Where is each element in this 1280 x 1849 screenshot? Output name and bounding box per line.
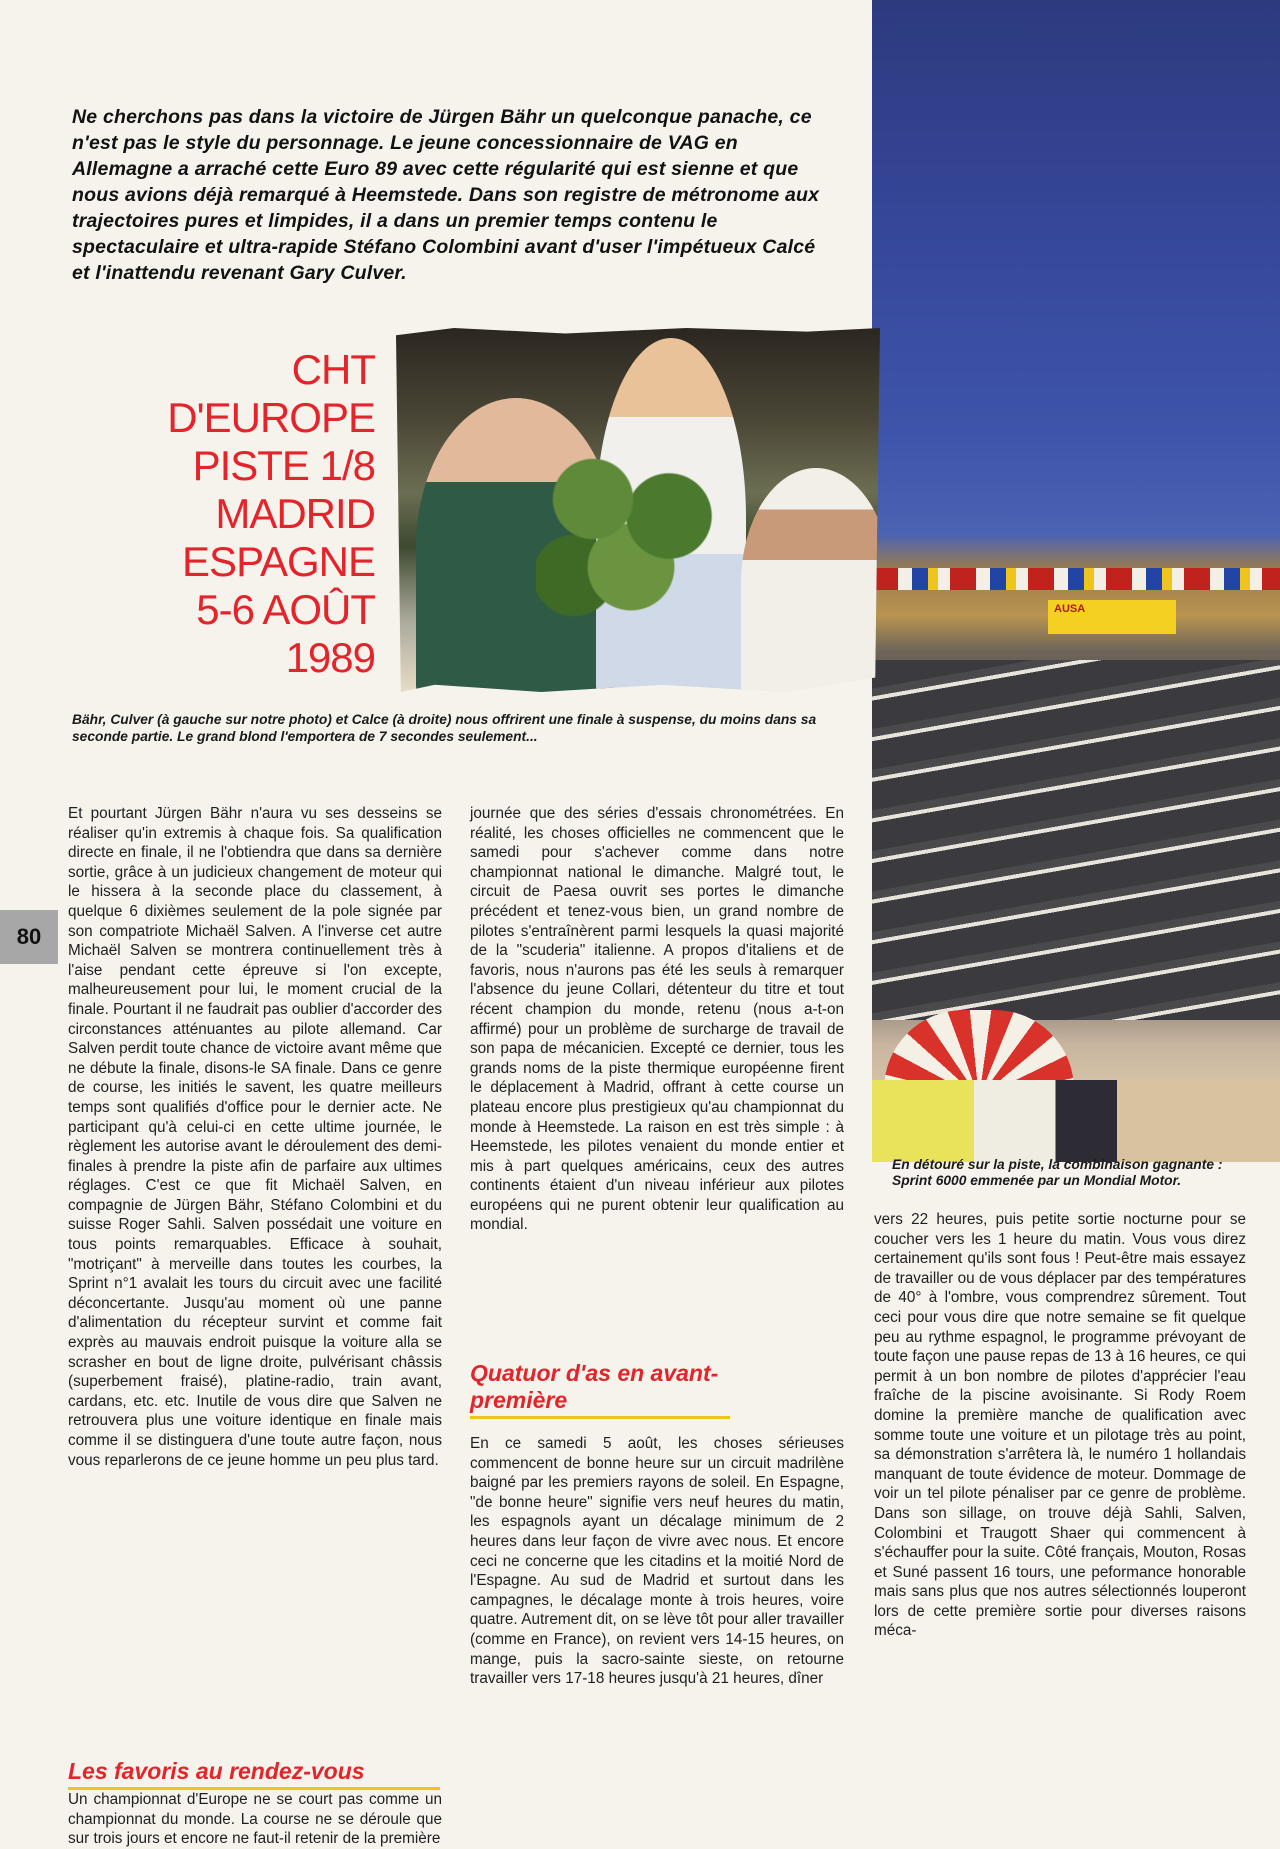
- podium-caption: Bähr, Culver (à gauche sur notre photo) et Calce (à droite) nous offrirent une finale à suspense, du moins dans sa seconde partie. Le grand blond l'emportera de 7 secondes seulement...: [72, 712, 817, 744]
- article-title: [120, 346, 375, 682]
- title-line: MADRID: [215, 490, 375, 537]
- sponsor-banner: [1048, 600, 1176, 634]
- body-column-3: vers 22 heures, puis petite sortie nocturne pour se coucher vers les 1 heure du matin. Vous vous direz certainement qu'ils sont fous ! Peut-être mais essayez de travailler ou de vous déplacer par des températures de 40° à l'ombre, vous comprendrez sûrement. Tout ceci pour vous dire que notre semaine se fit quelque peu au rythme espagnol, le programme prévoyant de toute façon une pause repas de 13 à 16 heures, ce qui permit à un bon nombre de pilotes d'apprécier l'eau fraîche de la piscine avoisinante. Si Rody Roem domine la première manche de qualification avec somme toute une voiture et un pilotage très au point, sa démonstration s'arrêtera là, le numéro 1 hollandais manquant de toute évidence de moteur. Dommage de voir un tel pilote pénaliser par ce genre de problème. Dans son sillage, on trouve déjà Sahli, Salven, Colombini et Traugott Shaer qui commencent à s'échauffer pour la suite. Côté français, Mouton, Rosas et Suné passent 16 tours, une peformance honorable mais sans plus que nos autres sélectionnés louperont lors de cette première sortie pour diverses raisons méca-: [874, 1211, 1246, 1640]
- laurel-wreath: [536, 448, 726, 618]
- track-caption: En détouré sur la piste, la combinaison gagnante : Sprint 6000 emmenée par un Mondial Motor.: [892, 1157, 1223, 1188]
- body-column-2: journée que des séries d'essais chronométrées. En réalité, les choses officielles ne commencent que le samedi pour s'achever comme dans notre championnat national le dimanche. Malgré tout, le circuit de Paesa ouvrit ses portes le dimanche précédent et tenez-vous bien, un grand nombre de pilotes s'entraînèrent parmi lesquels la quasi majorité de la "scuderia" italienne. A propos d'italiens et de favoris, nous n'aurons pas été les seuls à remarquer l'absence du jeune Collari, détenteur du titre et tout récent champion du monde, retenu (nous a-t-on affirmé) pour un problème de surcharge de travail de son papa de mécanicien. Excepté ce dernier, tous les grands noms de la piste thermique européenne firent le déplacement à Madrid, offrant à cette course un plateau encore plus prestigieux qu'au championnat du monde à Heemstede. La raison en est très simple : à Heemstede, les pilotes venaient du monde entier et mis à part quelques américains, ceux des autres continents étaient d'un niveau inférieur aux pilotes européens qui ne purent obtenir leur qualification au mondial.: [470, 805, 844, 1234]
- title-line: 5-6 AOÛT: [196, 586, 375, 633]
- lead-paragraph: Ne cherchons pas dans la victoire de Jürgen Bähr un quelconque panache, ce n'est pas le style du personnage. Le jeune concessionnaire de VAG en Allemagne a arraché cette Euro 89 avec cette régularité qui est sienne et que nous avions déjà remarqué à Heemstede. Dans son registre de métronome aux trajectoires pures et limpides, il a dans un premier temps contenu le spectaculaire et ultra-rapide Stéfano Colombini avant d'user l'impétueux Calcé et l'inattendu revenant Gary Culver.: [72, 106, 820, 284]
- title-line: D'EUROPE: [167, 394, 375, 441]
- title-line: PISTE 1/8: [192, 442, 375, 489]
- track-photo: [872, 0, 1280, 1162]
- page-number: 80: [0, 910, 58, 964]
- title-line: ESPAGNE: [182, 538, 375, 585]
- sponsor-banner-text: AUSA: [1054, 603, 1086, 615]
- spectators: [872, 1080, 1280, 1162]
- body-column-1-end: Un championnat d'Europe ne se court pas comme un championnat du monde. La course ne se déroule que sur trois jours et encore ne faut-il retenir de la première: [68, 1791, 442, 1848]
- title-line: CHT: [291, 346, 375, 393]
- podium-photo: [396, 328, 880, 692]
- body-column-2-end: En ce samedi 5 août, les choses sérieuses commencent de bonne heure sur un circuit madrilène baigné par les premiers rayons de soleil. En Espagne, "de bonne heure" signifie vers neuf heures du matin, les espagnols ayant un décalage minimum de 2 heures dans leur façon de vivre avec nous. Et encore ceci ne concerne que les citadins et la moitié Nord de l'Espagne. Au sud de Madrid et surtout dans les campagnes, le décalage monte à trois heures, voire quatre. Autrement dit, on se lève tôt pour aller travailler (comme en France), on revient vers 14-15 heures, on mange, puis la sacro-sainte sieste, on retourne travailler vers 17-18 heures jusqu'à 21 heures, dîner: [470, 1435, 844, 1688]
- title-line: 1989: [285, 634, 375, 681]
- body-column-1: Et pourtant Jürgen Bähr n'aura vu ses desseins se réaliser qu'in extremis à chaque fois. Sa qualification directe en finale, il ne l'obtiendra que dans sa dernière sortie, grâce à un judicieux changement de moteur qui le hissera à la seconde place du classement, à quelque 6 dixièmes seulement de la pole signée par son compatriote Michaël Salven. A l'inverse cet autre Michaël Salven se montrera continuellement très à l'aise pendant cette épreuve si l'on excepte, malheureusement pour lui, le moment crucial de la finale. Pourtant il ne faudrait pas oublier d'accorder des circonstances atténuantes au pilote allemand. Car Salven perdit toute chance de victoire avant même que ne débute la finale, disons-le SA finale. Dans ce genre de course, les initiés le savent, les quatre meilleurs temps sont qualifiés d'office pour le dernier acte. Ne participant qu'à celui-ci en cette ultime journée, le règlement les autorise avant le déroulement des demi-finales à prendre la piste afin de parfaire aux ultimes réglages. C'est ce que fit Michaël Salven, en compagnie de Jürgen Bähr, Stéfano Colombini et du suisse Roger Sahli. Salven possédait une voiture en tous points remarquables. Efficace à souhait, "motriçant" à merveille dans toutes les courbes, la Sprint n°1 avalait les tours du circuit avec une facilité déconcertante. Jusqu'au moment où une panne d'alimentation du récepteur survint et comme fait exprès au mauvais endroit puisque la voiture alla se scrasher en bout de ligne droite, pulvérisant châssis (superbement fraisé), platine-radio, train avant, cardans, etc. etc. Inutile de vous dire que Salven ne retrouvera plus une voiture identique en finale mais comme il se distinguera d'une toute autre façon, nous vous reparlerons de ce jeune homme un peu plus tard.: [68, 805, 442, 1469]
- race-track: [872, 660, 1280, 1020]
- driver-right: [741, 468, 880, 692]
- subheading-favoris: Les favoris au rendez-vous: [68, 1758, 440, 1790]
- subheading-quatuor: Quatuor d'as en avant-première: [470, 1360, 730, 1419]
- flags-row: [872, 568, 1280, 590]
